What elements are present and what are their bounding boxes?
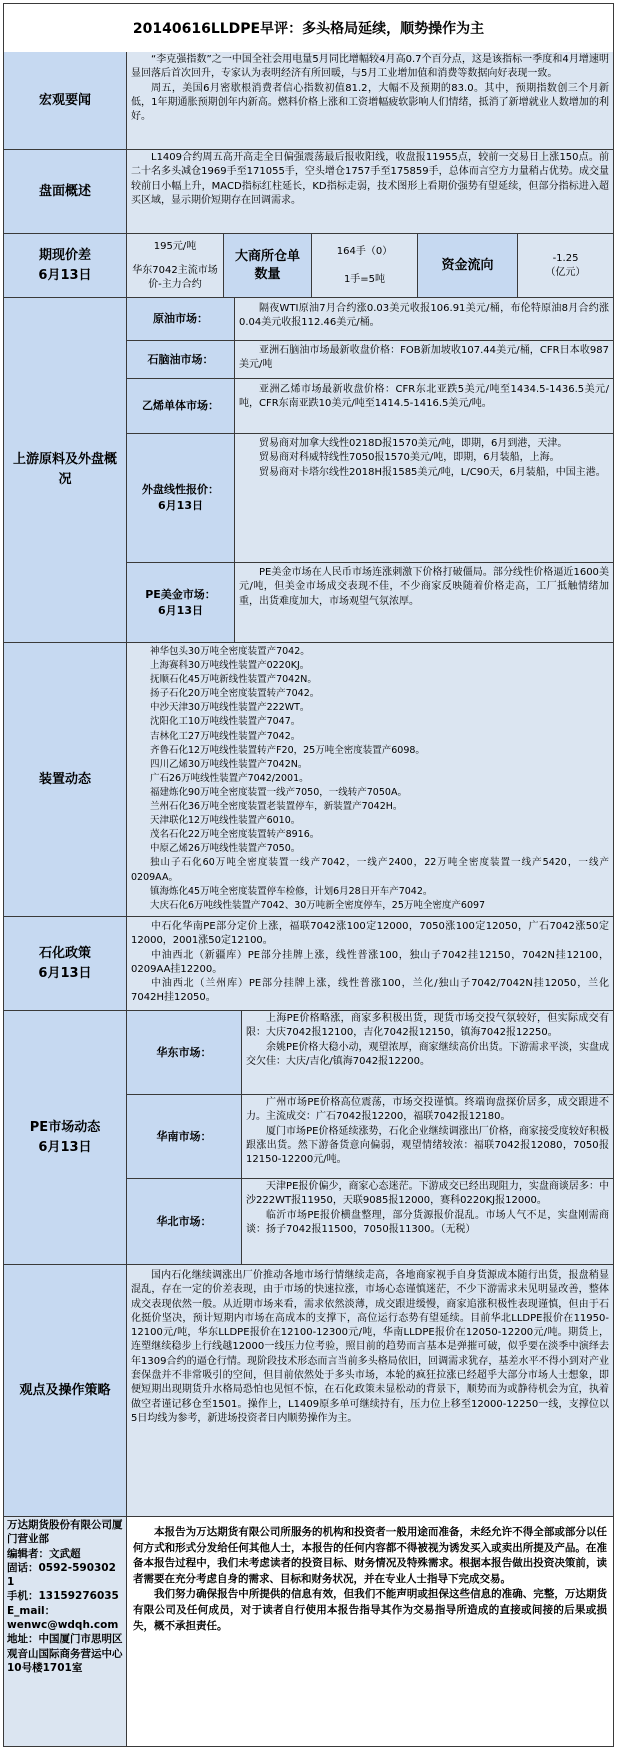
upstream-pe-usd-label-date: 6月13日 bbox=[158, 603, 203, 617]
device-line: 广石26万吨线性装置产7042/2001。 bbox=[150, 772, 309, 784]
device-line: 镇海炼化45万吨全密度装置停车检修，计划6月28日开车产7042。 bbox=[150, 885, 433, 897]
macro-paragraph: 周五，美国6月密歇根消费者信心指数初值81.2，大幅不及预期的83.0。其中，预期指数创三个月新低，1年期通胀预期创年内新高。燃料价格上涨和工资增幅疲软影响人们情绪，抵消了新增就业人数增加的利好。 bbox=[131, 82, 609, 123]
macro-paragraph: “李克强指数”之一中国全社会用电量5月同比增幅较4月高0.7个百分点，这是该指标一季度和4月增速明显回落后首次回升，专家认为表明经济有所回暖，与5月工业增加值和消费等数据向好表现一致。 bbox=[131, 54, 609, 80]
fund-flow-unit: （亿元） bbox=[545, 266, 586, 278]
device-line: 吉林化工27万吨线性装置产7042。 bbox=[150, 730, 301, 742]
upstream-pe-usd-text bbox=[235, 563, 613, 642]
disclaimer-paragraph: 我们努力确保报告中所提供的信息有效，但我们不能声明或担保这些信息的准确、完整，万达期货有限公司及任何成员，对于读者自行使用本报告指导其作为交易指导所造成的直接或间接的后果或损失，概不承担责任。 bbox=[133, 1588, 607, 1632]
policy-text bbox=[127, 917, 613, 1010]
spot-label bbox=[4, 234, 127, 297]
section-pe-market bbox=[4, 1011, 613, 1265]
device-line: 沈阳化工10万吨线性装置产7047。 bbox=[150, 716, 301, 728]
device-line: 天津联化12万吨线性装置产6010。 bbox=[150, 815, 301, 827]
section-strategy bbox=[4, 1265, 613, 1517]
pe-south-text bbox=[242, 1095, 613, 1178]
section-footer bbox=[4, 1517, 613, 1746]
pe-north-label: 华北市场： bbox=[127, 1179, 242, 1264]
pe-east-paragraph: 余姚PE价格大稳小动，观望浓厚，商家继续高价出货。下游需求平淡，实盘成交欠佳：大庆/吉化/镇海7042报12200。 bbox=[246, 1041, 609, 1067]
device-line: 四川乙烯30万吨线性装置产7042N。 bbox=[150, 758, 308, 770]
section-device bbox=[4, 643, 613, 917]
upstream-naphtha-row bbox=[127, 341, 613, 379]
macro-label: 宏观要闻 bbox=[4, 52, 127, 149]
section-spot bbox=[4, 234, 613, 298]
policy-label bbox=[4, 917, 127, 1010]
pe-east-row bbox=[127, 1011, 613, 1095]
upstream-offshore-label bbox=[127, 434, 235, 562]
upstream-ethylene-paragraph: 亚洲乙烯市场最新收盘价格：CFR东北亚跌5美元/吨至1434.5-1436.5美元/吨，CFR东南亚跌10美元/吨至1414.5-1416.5美元/吨。 bbox=[239, 384, 609, 410]
section-macro bbox=[4, 52, 613, 150]
disclaimer bbox=[127, 1517, 613, 1746]
warehouse-label-line1: 大商所仓单 bbox=[234, 248, 300, 264]
phone: 固话：0592-5903021 bbox=[7, 1561, 116, 1589]
upstream-naphtha-text bbox=[235, 341, 613, 378]
device-line: 茂名石化22万吨全密度装置转产8916。 bbox=[150, 829, 320, 841]
device-line: 福建炼化90万吨全密度装置一线产7050，一线转产7050A。 bbox=[150, 786, 407, 798]
upstream-pe-usd-row bbox=[127, 563, 613, 642]
device-line: 中原乙烯26万吨线性装置产7050。 bbox=[150, 843, 301, 855]
upstream-offshore-text bbox=[235, 434, 613, 562]
policy-label-line1: 石化政策 bbox=[38, 945, 91, 961]
section-policy bbox=[4, 917, 613, 1011]
pe-market-label bbox=[4, 1011, 127, 1264]
upstream-oil-label: 原油市场： bbox=[127, 298, 235, 340]
strategy-paragraph: 国内石化继续调涨出厂价推动各地市场行情继续走高，各地商家视手自身货源成本随行出货，报盘稍显混乱，存在一定的价差表现，由于市场的快速拉涨，市场心态谨慎迷茫，不少下游需求未见明显改善，整体成交表现依然一般。从近期市场来看，需求依然淡薄，成交跟进缓慢，商家追涨积极性表现谨慎，但由于石化挺价坚决，预计短期内市场在高成本的支撑下，高位运行态势有望延续。目前华北LLDPE报价在11950-12100元/吨，华东LLDPE报价在12100-12300元/吨，华南LLDPE报价在12050-12200元/吨。期货上，连塑继续稳步上行线越12000一线压力位考验，照目前的趋势而言基本是弹摧可破，似乎要在淡季中演绎去年1309合约的逼仓行情。现阶段技术形态而言当前多头格局依旧，回调需求犹存，基差水平不得小到对产业套保盘并不非常吸引的空间，但目前依然处于多头市场，本轮的疯狂拉涨已经超乎大部分市场人士想象，即便短期出现期货升水格局恐怕也见恒不惊，在石化政策未显松动的背景下，顺势而为或静待机会为宜，执着做空者谨记移仓至1501。操作上，L1409原多单可继续持有，压力位上移至12000-12250一线，支撑位以5日均线为参考，新进场投资者日内顺势操作为主。 bbox=[131, 1270, 609, 1424]
report-sheet bbox=[3, 3, 614, 1747]
fund-flow-value: -1.25 bbox=[552, 252, 579, 264]
policy-paragraph: 中油西北（新疆库）PE部分挂牌上涨，线性普涨100，独山子7042挂12150，7042N挂12100，0209AA挂12200。 bbox=[131, 949, 609, 975]
pe-north-paragraph: 临沂市场PE报价横盘整理，部分货源报价混乱。市场人气不足，实盘刚需商谈：扬子7042报11500，7050报11300。（无税） bbox=[246, 1209, 609, 1235]
fund-flow-cell bbox=[518, 234, 613, 297]
pe-east-label: 华东市场： bbox=[127, 1011, 242, 1094]
upstream-offshore-label-date: 6月13日 bbox=[158, 499, 203, 512]
pe-south-paragraph: 厦门市场PE价格延续涨势，石化企业继续调涨出厂价格，商家接受度较好积极跟涨出货。然下游备货意向偏弱，观望情绪较浓：福联7042报12080，7050报12150-12200元/吨。 bbox=[246, 1125, 609, 1166]
contact-info bbox=[4, 1517, 127, 1746]
upstream-offshore-row bbox=[127, 434, 613, 563]
upstream-ethylene-label: 乙烯单体市场： bbox=[127, 379, 235, 433]
warehouse-value: 164手（0） bbox=[336, 245, 393, 257]
warehouse-cell bbox=[312, 234, 418, 297]
device-label: 装置动态 bbox=[4, 643, 127, 916]
pe-north-text bbox=[242, 1179, 613, 1264]
upstream-label: 上游原料及外盘概况 bbox=[4, 298, 127, 642]
mobile: 手机：13159276035 bbox=[7, 1590, 119, 1603]
disclaimer-paragraph: 本报告为万达期货有限公司所服务的机构和投资者一般用途而准备，未经允许不得全部或部分以任何方式和形式分发给任何其他人士，本报告的任何内容都不得被视为诱发买入或卖出所提及产品。在准备本报告过程中，我们未考虑读者的投资目标、财务情况及特殊需求。根据本报告做出投资决策前，读者需要在充分考虑自身的需求、目标和财务状况，并在专业人士指导下完成交易。 bbox=[133, 1526, 607, 1585]
overview-label: 盘面概述 bbox=[4, 150, 127, 233]
spot-label-date: 6月13日 bbox=[38, 267, 92, 283]
policy-label-date: 6月13日 bbox=[38, 965, 92, 981]
pe-market-label-line1: PE市场动态 bbox=[29, 1119, 101, 1135]
fund-flow-label: 资金流向 bbox=[418, 234, 518, 297]
device-line: 神华包头30万吨全密度装置产7042。 bbox=[150, 646, 310, 657]
upstream-oil-text bbox=[235, 298, 613, 340]
overview-text bbox=[127, 150, 613, 233]
policy-paragraph: 中石化华南PE部分定价上涨，福联7042涨100定12000，7050涨100定12050，广石7042涨50定12000，2001涨50定12100。 bbox=[131, 921, 609, 947]
device-line: 兰州石化36万吨全密度装置老装置停车，新装置产7042H。 bbox=[150, 801, 403, 813]
device-line: 中沙天津30万吨线性装置产222WT。 bbox=[150, 702, 310, 714]
warehouse-label bbox=[224, 234, 312, 297]
upstream-pe-usd-label-line1: PE美金市场： bbox=[145, 587, 216, 601]
warehouse-unit: 1手=5吨 bbox=[343, 273, 386, 285]
upstream-ethylene-text bbox=[235, 379, 613, 433]
upstream-offshore-paragraph: 贸易商对科威特线性7050报1570美元/吨，即期，6月装船，上海。 bbox=[259, 452, 560, 464]
email-label: E_mail： bbox=[7, 1604, 56, 1617]
company-name: 万达期货股份有限公司厦门营业部 bbox=[7, 1519, 123, 1546]
device-line: 上海赛科30万吨线性装置产0220KJ。 bbox=[150, 660, 310, 672]
section-upstream bbox=[4, 298, 613, 643]
basis-note: 华东7042主流市场价-主力合约 bbox=[132, 264, 218, 290]
upstream-ethylene-row bbox=[127, 379, 613, 434]
pe-east-text bbox=[242, 1011, 613, 1094]
pe-north-row bbox=[127, 1179, 613, 1264]
strategy-label: 观点及操作策略 bbox=[4, 1265, 127, 1516]
upstream-naphtha-paragraph: 亚洲石脑油市场最新收盘价格：FOB新加坡收107.44美元/桶，CFR日本收987美元/吨 bbox=[239, 345, 609, 371]
device-line: 抚顺石化45万吨新线性装置产7042N。 bbox=[150, 674, 317, 686]
section-overview bbox=[4, 150, 613, 234]
report-title: 20140616LLDPE早评：多头格局延续，顺势操作为主 bbox=[4, 4, 613, 53]
overview-paragraph: L1409合约周五高开高走全日偏强震荡最后报收阳线，收盘报11955点，较前一交易日上涨150点。前二十名多头减仓1969手至171055手，空头增仓1757手至175859手，总体而言空方力量稍占优势。成交量较前日小幅上升，MACD指标红柱延长，KD指标走弱，技术图形上看期价强势有望延续，但部分指标进入超买区域，显示期价短期存在回调需求。 bbox=[131, 152, 609, 206]
device-line: 大庆石化6万吨线性装置产7042、30万吨新全密度停车，25万吨全密度产6097 bbox=[150, 899, 486, 911]
address: 地址：中国厦门市思明区观音山国际商务营运中心10号楼1701室 bbox=[7, 1633, 123, 1674]
basis-value: 195元/吨 bbox=[153, 240, 197, 252]
pe-south-label: 华南市场： bbox=[127, 1095, 242, 1178]
upstream-offshore-paragraph: 贸易商对加拿大线性0218D报1570美元/吨，即期，6月到港，天津。 bbox=[259, 438, 568, 449]
upstream-pe-usd-label bbox=[127, 563, 235, 642]
author: 编辑者：文武超 bbox=[7, 1547, 81, 1560]
pe-north-paragraph: 天津PE报价偏少，商家心态迷茫。下游成交已经出现阻力，实盘商谈居多：中沙222WT报11950，天联9085报12000，赛科0220KJ报12000。 bbox=[246, 1181, 609, 1207]
upstream-oil-row bbox=[127, 298, 613, 341]
basis-cell bbox=[127, 234, 224, 297]
device-line: 独山子石化60万吨全密度装置一线产7042，一线产2400，22万吨全密度装置一线产5420，一线产0209AA。 bbox=[131, 857, 609, 883]
policy-paragraph: 中油西北（兰州库）PE部分挂牌上涨，线性普涨100，兰化/独山子7042/7042N挂12050，兰化7042H挂12050。 bbox=[131, 978, 609, 1004]
warehouse-label-line2: 数量 bbox=[254, 266, 281, 282]
upstream-oil-paragraph: 隔夜WTI原油7月合约涨0.03美元收报106.91美元/桶，布伦特原油8月合约涨0.04美元收报112.46美元/桶。 bbox=[239, 303, 609, 329]
device-line: 齐鲁石化12万吨线性装置转产F20，25万吨全密度装置产6098。 bbox=[150, 744, 425, 756]
pe-south-row bbox=[127, 1095, 613, 1179]
pe-south-paragraph: 广州市场PE价格高位震荡，市场交投谨慎。终端询盘探价居多，成交跟进不力。主流成交：广石7042报12200，福联7042报12180。 bbox=[246, 1097, 609, 1123]
pe-market-label-date: 6月13日 bbox=[38, 1139, 92, 1155]
device-line: 扬子石化20万吨全密度装置转产7042。 bbox=[150, 688, 320, 700]
upstream-pe-usd-paragraph: PE美金市场在人民币市场连涨刺激下价格打破僵局。部分线性价格逼近1600美元/吨，但美金市场成交表现不佳，不少商家反映随着价格走高，工厂抵触情绪加重，出货难度加大，市场观望气氛浓厚。 bbox=[239, 567, 609, 607]
strategy-text bbox=[127, 1265, 613, 1516]
upstream-naphtha-label: 石脑油市场： bbox=[127, 341, 235, 378]
email-link[interactable]: wenwc@wdqh.com bbox=[7, 1619, 119, 1632]
upstream-offshore-label-line1: 外盘线性报价： bbox=[142, 483, 219, 496]
spot-label-line1: 期现价差 bbox=[38, 247, 91, 263]
device-text bbox=[127, 643, 613, 916]
upstream-offshore-paragraph: 贸易商对卡塔尔线性2018H报1585美元/吨，L/C90天，6月装船，中国主港。 bbox=[259, 466, 606, 478]
macro-text bbox=[127, 52, 613, 149]
pe-east-paragraph: 上海PE价格略涨，商家多积极出货，现货市场交投气氛较好，但实际成交有限：大庆7042报12100，吉化7042报12150，镇海7042报12250。 bbox=[246, 1013, 609, 1039]
